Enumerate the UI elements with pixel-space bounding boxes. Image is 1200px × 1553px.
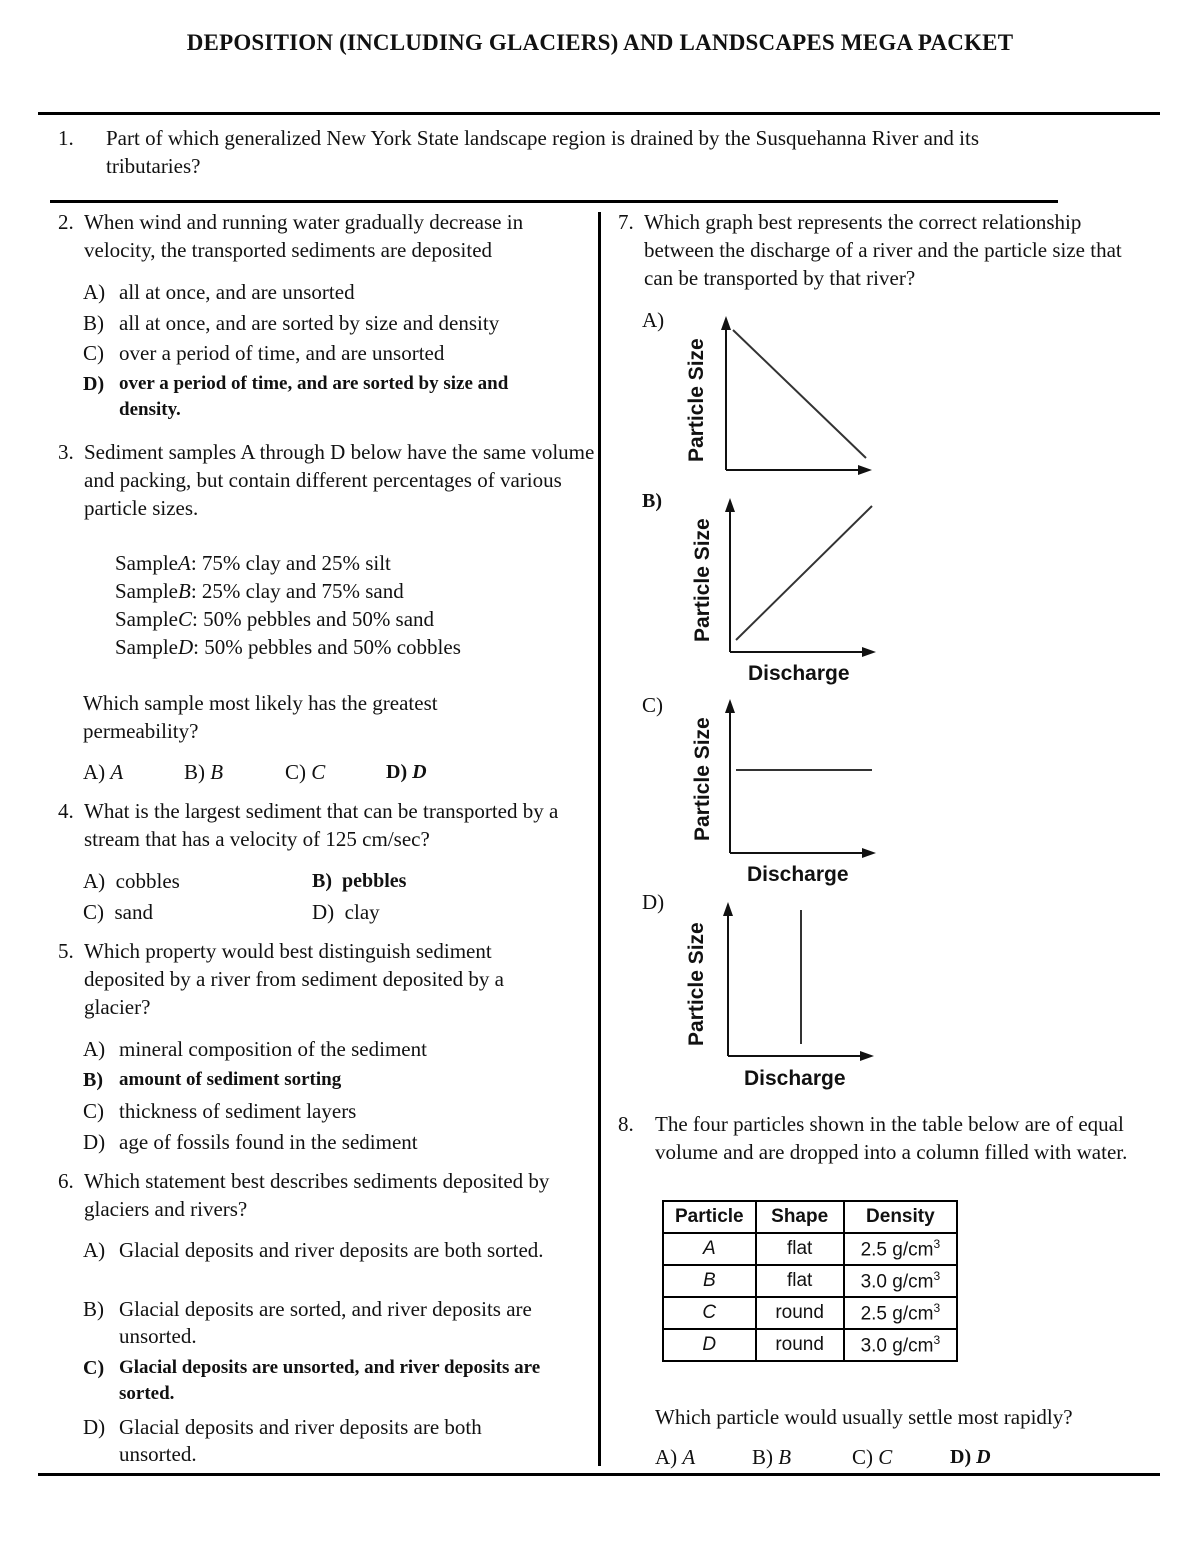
question-text: When wind and running water gradually decrease in velocity, the transported sediments are deposited <box>84 210 524 262</box>
sample-c: SampleC: 50% pebbles and 50% sand <box>115 607 435 631</box>
q3-option-a[interactable]: A) A <box>83 760 124 784</box>
graph-c-xlabel: Discharge <box>747 863 849 886</box>
table-row: D round 3.0 $g/cm^3$ <box>663 1329 957 1361</box>
question-text: Which statement best describes sediments deposited by glaciers and rivers? <box>84 1169 550 1221</box>
table-header-row <box>663 1201 957 1233</box>
top-divider <box>38 112 1160 115</box>
q8-option-d-answer[interactable]: D) D <box>950 1446 991 1468</box>
question-number: 3. <box>58 440 74 464</box>
sample-a: SampleA: 75% clay and 25% silt <box>115 551 391 575</box>
graph-c <box>676 693 886 890</box>
question-text: Sediment samples A through D below have the same volume and packing, but contain different percentages of various particle sizes. <box>84 440 595 520</box>
graph-b <box>676 494 886 689</box>
question-number: 6. <box>58 1169 74 1193</box>
table-header: Density <box>844 1201 957 1233</box>
question-number: 1. <box>58 126 74 150</box>
graph-d <box>676 898 886 1095</box>
graph-a <box>676 312 886 487</box>
graph-c-ylabel: Particle Size <box>691 717 714 841</box>
q3-option-c[interactable]: C) C <box>285 760 326 784</box>
x-axis-arrow <box>860 1051 874 1061</box>
q8-option-a[interactable]: A) A <box>655 1445 696 1469</box>
y-axis-arrow <box>725 699 735 713</box>
q4-option-a[interactable]: A) cobbles <box>83 869 180 893</box>
graph-c-label[interactable]: C) <box>642 693 663 717</box>
q4-option-c[interactable]: C) sand <box>83 900 153 924</box>
sample-b: SampleB: 25% clay and 75% sand <box>115 579 404 603</box>
question-text: The four particles shown in the table below are of equal volume and are dropped into a column filled with water. <box>655 1112 1128 1164</box>
graph-b-trend-line <box>736 506 872 640</box>
question-number: 4. <box>58 799 74 823</box>
x-axis-arrow <box>858 465 872 475</box>
q4-option-d[interactable]: D) clay <box>312 900 380 924</box>
q3-option-b[interactable]: B) B <box>184 760 224 784</box>
graph-d-label[interactable]: D) <box>642 890 665 914</box>
table-header: Particle <box>663 1201 756 1233</box>
particle-table <box>662 1200 958 1362</box>
x-axis-arrow <box>862 848 876 858</box>
y-axis-arrow <box>721 316 731 330</box>
x-axis-arrow <box>862 647 876 657</box>
question-text: Which property would best distinguish sediment deposited by a river from sediment deposited by a glacier? <box>84 939 504 1019</box>
bottom-divider <box>38 1473 1160 1476</box>
graph-a-ylabel: Particle Size <box>685 338 708 462</box>
question-text: What is the largest sediment that can be transported by a stream that has a velocity of 125 cm/sec? <box>84 799 559 851</box>
q4-option-b-answer[interactable]: B) pebbles <box>312 870 407 892</box>
q3-followup-question: Which sample most likely has the greatest permeability? <box>83 691 438 743</box>
question-number: 5. <box>58 939 74 963</box>
q8-followup-question: Which particle would usually settle most rapidly? <box>655 1405 1073 1429</box>
q8-option-c[interactable]: C) C <box>852 1445 893 1469</box>
graph-b-xlabel: Discharge <box>748 662 850 685</box>
graph-a-label[interactable]: A) <box>642 308 665 332</box>
y-axis-arrow <box>723 902 733 916</box>
question-text: Which graph best represents the correct relationship between the discharge of a river and the particle size that can be transported by that river? <box>644 210 1122 290</box>
y-axis-arrow <box>725 498 735 512</box>
q8-option-b[interactable]: B) B <box>752 1445 792 1469</box>
graph-b-ylabel: Particle Size <box>691 518 714 642</box>
graph-d-ylabel: Particle Size <box>685 922 708 1046</box>
q1-divider <box>50 200 1058 203</box>
table-row: B flat 3.0 $g/cm^3$ <box>663 1265 957 1297</box>
question-number: 2. <box>58 210 74 234</box>
q3-option-d-answer[interactable]: D) D <box>386 761 427 783</box>
table-row: C round 2.5 $g/cm^3$ <box>663 1297 957 1329</box>
question-number: 7. <box>618 210 634 234</box>
graph-a-trend-line <box>733 330 866 458</box>
sample-d: SampleD: 50% pebbles and 50% cobbles <box>115 635 461 659</box>
table-header: Shape <box>756 1201 844 1233</box>
graph-b-label[interactable]: B) <box>642 490 662 512</box>
column-divider <box>598 212 601 1466</box>
graph-d-xlabel: Discharge <box>744 1067 846 1090</box>
question-text: Part of which generalized New York State landscape region is drained by the Susquehanna River and its tributaries? <box>106 126 980 178</box>
page-title: DEPOSITION (INCLUDING GLACIERS) AND LANDSCAPES MEGA PACKET <box>186 30 1014 55</box>
table-row: A flat 2.5 $g/cm^3$ <box>663 1233 957 1265</box>
question-number: 8. <box>618 1112 634 1136</box>
